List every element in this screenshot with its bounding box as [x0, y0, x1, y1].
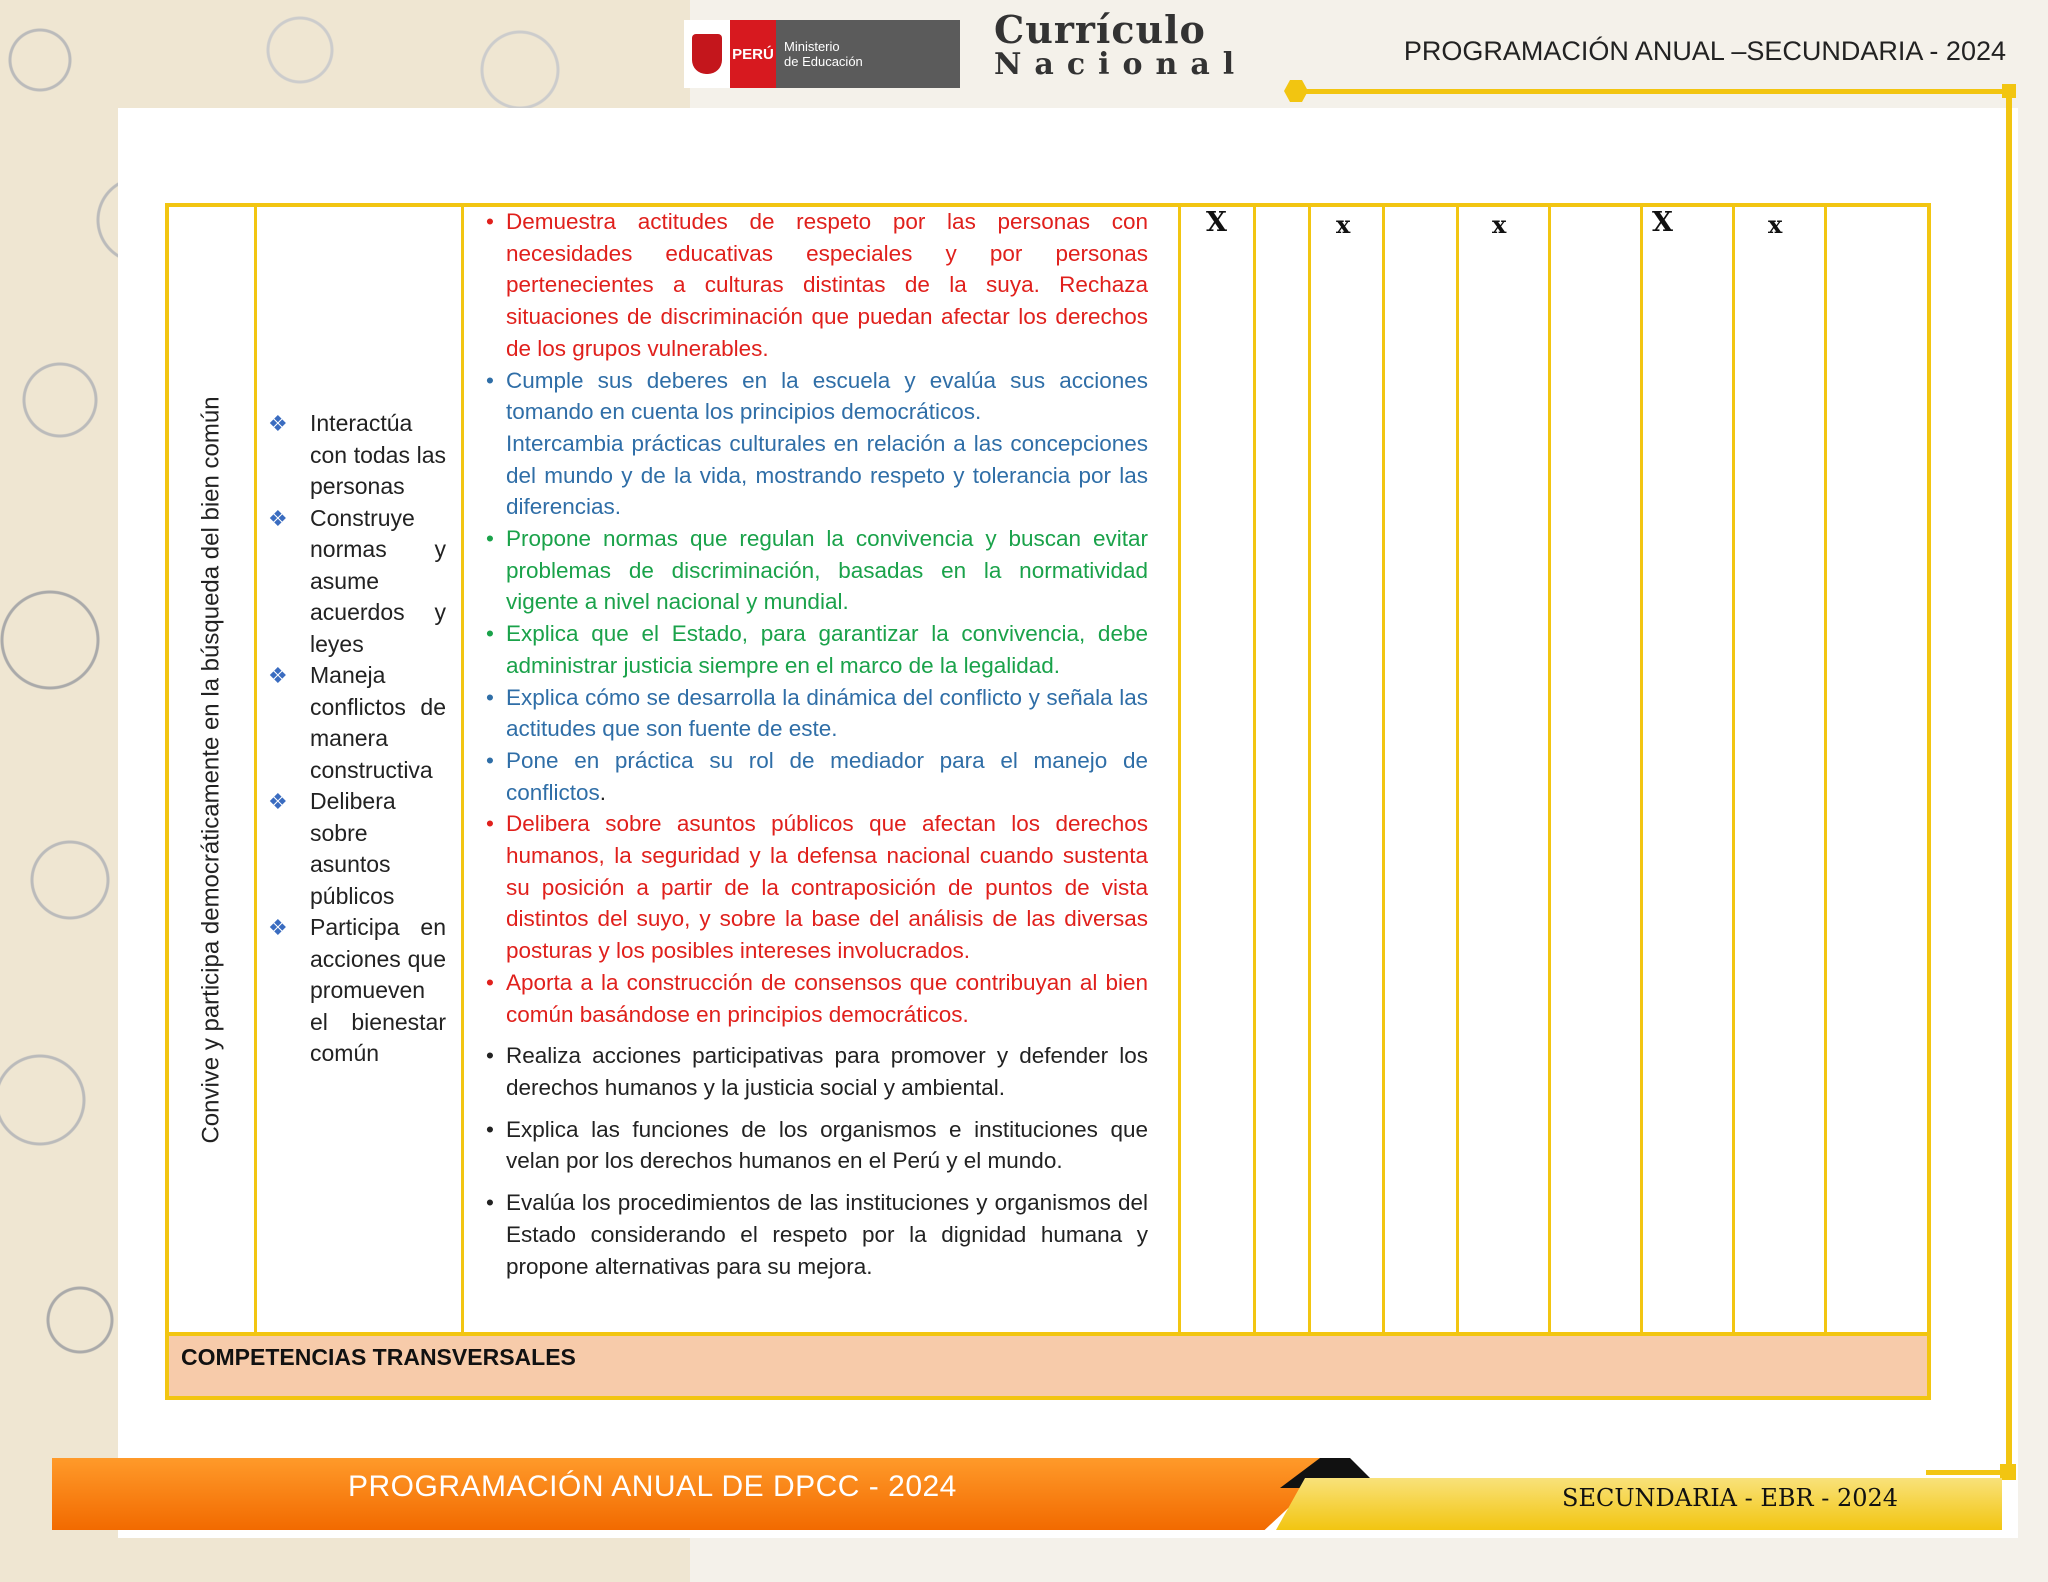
performance-item	[484, 365, 1148, 428]
bullet-icon: •	[486, 811, 494, 837]
column-divider	[1456, 203, 1459, 1335]
peru-shield-icon	[684, 20, 730, 88]
curriculo-nacional-logo: Currículo Nacional	[994, 7, 1248, 82]
column-divider	[1178, 203, 1181, 1335]
performance-text: Explica cómo se desarrolla la dinámica del conflicto y señala las actitudes que son fuente de este.	[506, 684, 1148, 742]
performance-text: Realiza acciones participativas para promover y defender los derechos humanos y la justicia social y ambiental.	[506, 1043, 1148, 1100]
performances-cell	[484, 206, 1148, 1282]
performance-item	[484, 745, 1148, 808]
column-divider	[1824, 203, 1827, 1335]
right-border-line	[2006, 92, 2012, 1472]
capacity-text: Delibera sobre asuntos públicos	[310, 788, 396, 909]
performance-item	[484, 1187, 1148, 1282]
performance-item	[484, 206, 1148, 365]
capacity-text: Construye normas y asume acuerdos y leyes	[310, 504, 446, 657]
capacities-cell	[268, 408, 446, 1070]
logo-ministerio: Ministerio de Educación	[776, 20, 960, 88]
header-divider	[1296, 89, 2010, 94]
mark-cell: x	[1492, 210, 1507, 239]
performance-item	[484, 428, 1148, 523]
diamond-bullet-icon: ❖	[268, 789, 288, 814]
bullet-icon: •	[486, 526, 494, 552]
footer-left-text: PROGRAMACIÓN ANUAL DE DPCC - 2024	[348, 1470, 957, 1503]
performance-text: Aporta a la construcción de consensos que contribuyan al bien común basándose en principios democráticos.	[506, 969, 1148, 1027]
diamond-bullet-icon: ❖	[268, 505, 288, 531]
capacity-item	[268, 912, 446, 1070]
performance-text: Pone en práctica su rol de mediador para el manejo de conflictos	[506, 747, 1148, 805]
bullet-icon: •	[486, 1190, 494, 1216]
capacity-item	[268, 503, 446, 661]
column-divider	[1253, 203, 1256, 1335]
capacity-text: Maneja conflictos de manera constructiva	[310, 662, 446, 783]
competency-text: Convive y participa democráticamente en la búsqueda del bien común	[198, 396, 226, 1144]
bullet-icon: •	[486, 1043, 494, 1069]
performance-text: Delibera sobre asuntos públicos que afectan los derechos humanos, la seguridad y la defensa nacional cuando sustenta su posición a partir de la contraposición de puntos de vista distintos del suyo, y sobre la base del análisis de las diversas posturas y los posibles intereses involucrados.	[506, 811, 1148, 964]
column-divider	[1308, 203, 1311, 1335]
column-divider	[1732, 203, 1735, 1335]
performance-item	[484, 967, 1148, 1030]
capacity-item	[268, 408, 446, 503]
mark-cell: X	[1206, 207, 1227, 238]
footer-right-text: SECUNDARIA - EBR - 2024	[1562, 1484, 1899, 1512]
diamond-bullet-icon: ❖	[268, 663, 288, 688]
bullet-icon: •	[486, 684, 494, 710]
logo-peru-text: PERÚ	[730, 20, 776, 88]
performance-suffix: .	[599, 779, 607, 805]
performance-text: Intercambia prácticas culturales en relación a las concepciones del mundo y de la vida, mostrando respeto y tolerancia por las diferencias.	[506, 430, 1148, 520]
mark-cell: x	[1336, 210, 1351, 239]
performance-item	[484, 618, 1148, 681]
performance-text: Cumple sus deberes en la escuela y evalúa sus acciones tomando en cuenta los principios democráticos.	[506, 367, 1148, 425]
transversal-row	[169, 1336, 1927, 1396]
performance-text: Explica las funciones de los organismos e instituciones que velan por los derechos humanos en el Perú y el mundo.	[506, 1116, 1148, 1174]
mark-cell: X	[1652, 207, 1673, 238]
bullet-icon: •	[486, 969, 494, 995]
bullet-icon: •	[486, 747, 494, 773]
capacity-item	[268, 660, 446, 786]
column-divider	[254, 203, 257, 1335]
bullet-icon: •	[486, 1116, 494, 1142]
performance-item	[484, 682, 1148, 745]
capacity-text: Participa en acciones que promueven el bienestar común	[310, 914, 446, 1066]
bullet-icon: •	[486, 621, 494, 647]
capacity-item	[268, 786, 446, 912]
column-divider	[1548, 203, 1551, 1335]
performance-text: Propone normas que regulan la convivencia y buscan evitar problemas de discriminación, basadas en la normatividad vigente a nivel nacional y mundial.	[506, 526, 1148, 615]
diamond-bullet-icon: ❖	[268, 411, 288, 436]
diamond-bullet-icon: ❖	[268, 915, 288, 940]
minedu-logo	[684, 20, 960, 88]
column-divider	[461, 203, 464, 1335]
performance-item	[484, 1040, 1148, 1103]
performance-item	[484, 1114, 1148, 1177]
performance-text: Explica que el Estado, para garantizar la convivencia, debe administrar justicia siempre en el marco de la legalidad.	[506, 621, 1148, 678]
performance-item	[484, 808, 1148, 967]
mark-cell: x	[1768, 210, 1783, 239]
bullet-icon: •	[486, 209, 494, 234]
transversal-label: COMPETENCIAS TRANSVERSALES	[181, 1344, 576, 1370]
performance-text: Evalúa los procedimientos de las instituciones y organismos del Estado considerando el respeto por la dignidad humana y propone alternativas para su mejora.	[506, 1190, 1148, 1279]
bullet-icon: •	[486, 367, 494, 393]
performance-text: Demuestra actitudes de respeto por las personas con necesidades educativas especiales y por personas pertenecientes a culturas distintas de la suya. Rechaza situaciones de discriminación que puedan afectar los derechos de los grupos vulnerables.	[506, 209, 1148, 361]
performance-item	[484, 523, 1148, 618]
competency-cell	[170, 210, 254, 1330]
column-divider	[1382, 203, 1385, 1335]
capacity-text: Interactúa con todas las personas	[310, 410, 446, 499]
right-border-foot	[1926, 1470, 2006, 1475]
page-title: PROGRAMACIÓN ANUAL –SECUNDARIA - 2024	[1403, 36, 2006, 66]
column-divider	[1640, 203, 1643, 1335]
